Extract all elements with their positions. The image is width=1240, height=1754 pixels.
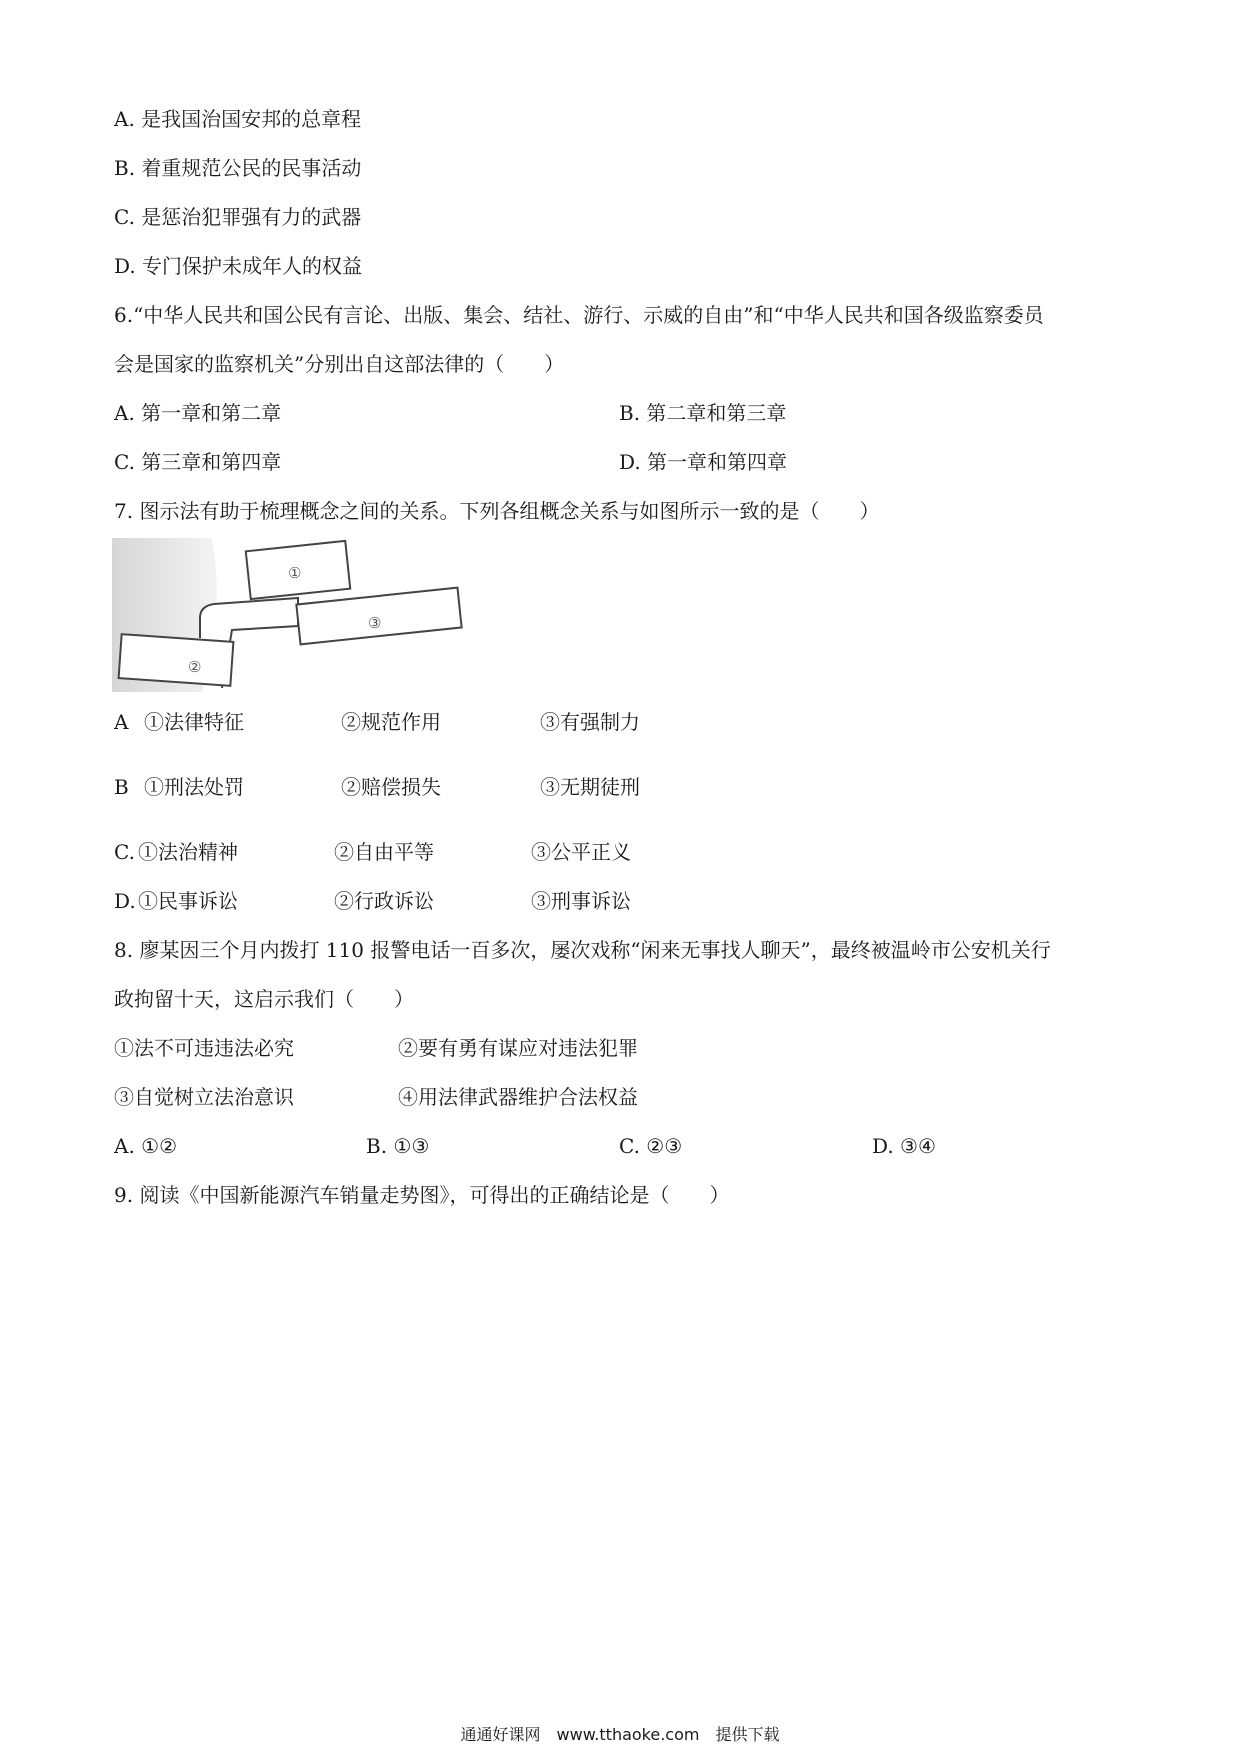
q7-option-d-letter: D. (114, 889, 136, 913)
q7-option-b-letter: B (114, 775, 129, 799)
q7-option-a-letter: A (114, 710, 129, 734)
q8-option-d: D. ③④ (872, 1134, 936, 1158)
q8-stem-line2: 政拘留十天，这启示我们（ ） (114, 987, 414, 1011)
q7-option-d-3: ③刑事诉讼 (531, 889, 631, 913)
q5-option-d: D. 专门保护未成年人的权益 (114, 254, 363, 278)
q7-stem: 7. 图示法有助于梳理概念之间的关系。下列各组概念关系与如图所示一致的是（ ） (114, 499, 880, 523)
q7-option-c-3: ③公平正义 (531, 840, 631, 864)
concept-diagram (112, 538, 472, 692)
q7-option-c-1: ①法治精神 (138, 840, 238, 864)
q8-stem-line1: 8. 廖某因三个月内拨打 110 报警电话一百多次，屡次戏称“闲来无事找人聊天”，最终被温岭市公安机关行 (114, 938, 1051, 962)
q5-option-b: B. 着重规范公民的民事活动 (114, 156, 362, 180)
box-2-label: ② (188, 658, 202, 676)
q7-option-c-letter: C. (114, 840, 135, 864)
q8-option-a: A. ①② (114, 1134, 178, 1158)
box-2 (119, 634, 234, 686)
q8-statement-2: ②要有勇有谋应对违法犯罪 (398, 1036, 638, 1060)
q6-option-b: B. 第二章和第三章 (619, 401, 787, 425)
q7-option-d-2: ②行政诉讼 (334, 889, 434, 913)
q7-option-a-2: ②规范作用 (341, 710, 441, 734)
q6-option-d: D. 第一章和第四章 (619, 450, 788, 474)
box-3-label: ③ (368, 614, 382, 632)
q8-statement-3: ③自觉树立法治意识 (114, 1085, 294, 1109)
q7-option-c-2: ②自由平等 (334, 840, 434, 864)
q7-option-b-3: ③无期徒刑 (540, 775, 640, 799)
q6-option-a: A. 第一章和第二章 (114, 401, 282, 425)
q8-statement-1: ①法不可违违法必究 (114, 1036, 294, 1060)
q6-stem-line1: 6.“中华人民共和国公民有言论、出版、集会、结社、游行、示威的自由”和“中华人民共和国各级监察委员 (114, 303, 1044, 327)
q7-option-b-2: ②赔偿损失 (341, 775, 441, 799)
q9-stem: 9. 阅读《中国新能源汽车销量走势图》，可得出的正确结论是（ ） (114, 1183, 730, 1207)
q6-option-c: C. 第三章和第四章 (114, 450, 282, 474)
q6-stem-line2: 会是国家的监察机关”分别出自这部法律的（ ） (114, 352, 565, 376)
page-footer: 通通好课网 www.tthaoke.com 提供下载 (460, 1725, 780, 1744)
q7-option-a-1: ①法律特征 (144, 710, 244, 734)
q7-option-b-1: ①刑法处罚 (144, 775, 244, 799)
q8-option-b: B. ①③ (366, 1134, 430, 1158)
q8-statement-4: ④用法律武器维护合法权益 (398, 1085, 638, 1109)
q7-option-a-3: ③有强制力 (540, 710, 640, 734)
q5-option-a: A. 是我国治国安邦的总章程 (114, 107, 362, 131)
q8-option-c: C. ②③ (619, 1134, 683, 1158)
q5-option-c: C. 是惩治犯罪强有力的武器 (114, 205, 362, 229)
q7-option-d-1: ①民事诉讼 (138, 889, 238, 913)
box-1-label: ① (288, 564, 302, 582)
